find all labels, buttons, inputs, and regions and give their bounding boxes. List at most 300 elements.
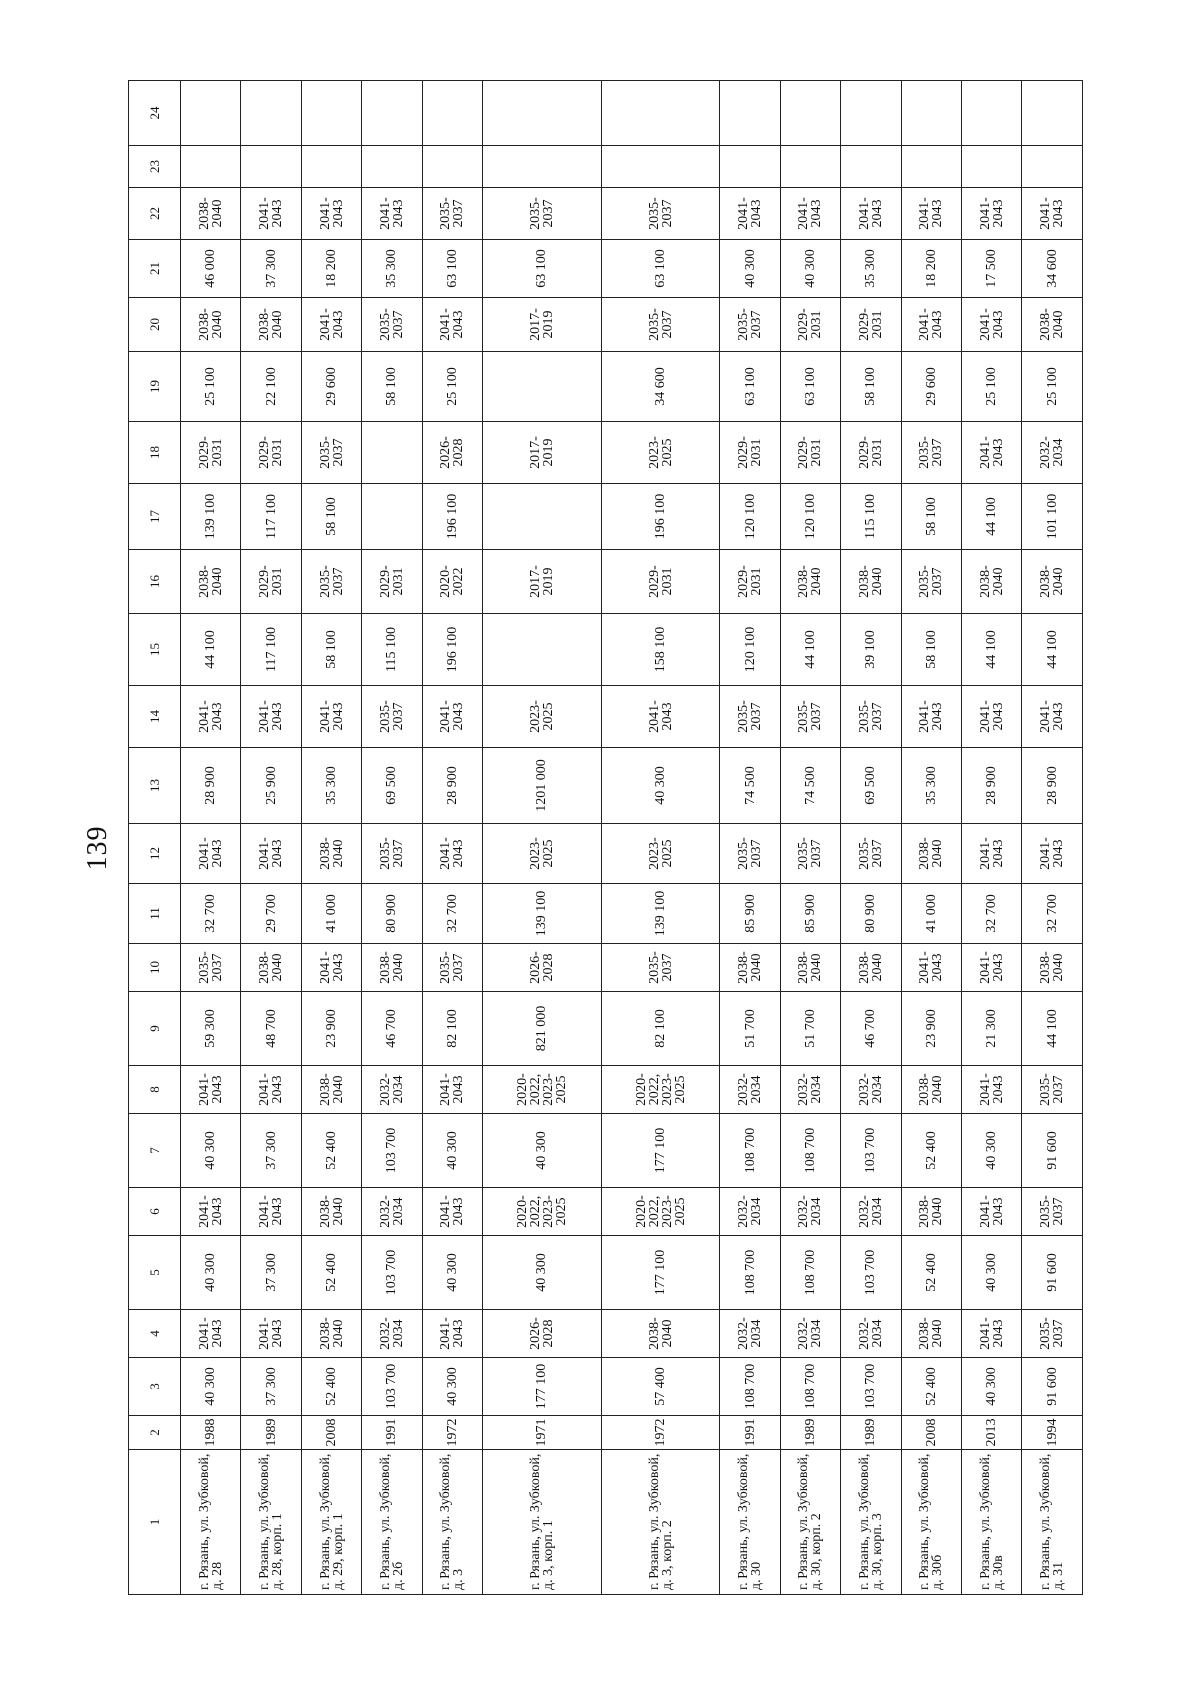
- table-cell: 34 600: [1022, 240, 1083, 298]
- table-cell: 74 500: [720, 748, 780, 824]
- table-cell: 2035- 2037: [901, 550, 961, 614]
- table-cell: 2038- 2040: [1022, 944, 1083, 992]
- table-cell: 2038- 2040: [181, 188, 241, 240]
- table-cell: 2029- 2031: [780, 298, 840, 352]
- table-cell: [301, 146, 361, 188]
- table-cell: 2041- 2043: [241, 1188, 301, 1236]
- table-cell: [422, 146, 482, 188]
- table-cell: 1994: [1022, 1416, 1083, 1450]
- table-cell: 40 300: [780, 240, 840, 298]
- table-cell: 2038- 2040: [780, 944, 840, 992]
- table-row: [841, 81, 901, 1595]
- table-cell: 2026- 2028: [422, 422, 482, 484]
- table-cell: 2041- 2043: [1022, 686, 1083, 748]
- table-cell: 91 600: [1022, 1358, 1083, 1416]
- column-number-cell: 5: [129, 1236, 181, 1310]
- table-cell: 2035- 2037: [601, 188, 720, 240]
- table-cell: 2038- 2040: [301, 824, 361, 884]
- table-cell: 2035- 2037: [601, 298, 720, 352]
- table-cell: 40 300: [422, 1114, 482, 1188]
- table-cell: 2041- 2043: [422, 1066, 482, 1114]
- table-cell: 63 100: [483, 240, 602, 298]
- table-cell: 2041- 2043: [962, 1310, 1022, 1358]
- table-cell: 2041- 2043: [962, 422, 1022, 484]
- table-cell: 25 100: [962, 352, 1022, 422]
- table-cell: 2029- 2031: [720, 550, 780, 614]
- table-cell: 2038- 2040: [301, 1310, 361, 1358]
- table-cell: 2041- 2043: [901, 944, 961, 992]
- table-cell: 51 700: [780, 992, 840, 1066]
- table-cell: 2035- 2037: [841, 824, 901, 884]
- table-cell: 2035- 2037: [362, 686, 422, 748]
- table-cell: 52 400: [901, 1114, 961, 1188]
- table-cell: 58 100: [841, 352, 901, 422]
- table-cell: 2035- 2037: [1022, 1188, 1083, 1236]
- table-cell: 29 600: [901, 352, 961, 422]
- table-cell: 2035- 2037: [301, 422, 361, 484]
- table-cell: 2013: [962, 1416, 1022, 1450]
- table-cell: 2035- 2037: [301, 550, 361, 614]
- table-cell: [422, 81, 482, 146]
- table-row: [362, 81, 422, 1595]
- table-cell: [362, 422, 422, 484]
- table-header-row: [129, 81, 181, 1595]
- table-cell: 103 700: [362, 1358, 422, 1416]
- table-cell: 28 900: [422, 748, 482, 824]
- address-cell: г. Рязань, ул. Зубковой, д. 30: [720, 1450, 780, 1595]
- table-cell: 41 000: [301, 884, 361, 944]
- table-cell: 2017- 2019: [483, 550, 602, 614]
- table-cell: 25 100: [422, 352, 482, 422]
- table-cell: 40 300: [962, 1236, 1022, 1310]
- table-cell: 2032- 2034: [1022, 422, 1083, 484]
- table-cell: 57 400: [601, 1358, 720, 1416]
- table-cell: 2035- 2037: [841, 686, 901, 748]
- table-cell: 58 100: [362, 352, 422, 422]
- table-cell: 2038- 2040: [901, 1310, 961, 1358]
- table-cell: 40 300: [962, 1358, 1022, 1416]
- table-cell: 108 700: [720, 1236, 780, 1310]
- table-cell: 108 700: [720, 1114, 780, 1188]
- table-cell: 28 900: [181, 748, 241, 824]
- table-cell: 2041- 2043: [601, 686, 720, 748]
- table-cell: 2023- 2025: [483, 686, 602, 748]
- column-number-cell: 24: [129, 81, 181, 146]
- table-cell: 25 100: [181, 352, 241, 422]
- table-cell: 2035- 2037: [601, 944, 720, 992]
- table-cell: 2041- 2043: [901, 188, 961, 240]
- table-cell: 2041- 2043: [962, 298, 1022, 352]
- column-number-cell: 22: [129, 188, 181, 240]
- table-cell: 2041- 2043: [241, 1066, 301, 1114]
- table-cell: [962, 81, 1022, 146]
- table-cell: 139 100: [181, 484, 241, 550]
- table-cell: 40 300: [181, 1358, 241, 1416]
- table-cell: 2041- 2043: [901, 298, 961, 352]
- table-cell: 44 100: [1022, 614, 1083, 686]
- table-cell: 74 500: [780, 748, 840, 824]
- address-cell: г. Рязань, ул. Зубковой, д. 3, корп. 1: [483, 1450, 602, 1595]
- table-cell: [301, 81, 361, 146]
- table-cell: 28 900: [962, 748, 1022, 824]
- table-cell: 2023- 2025: [601, 824, 720, 884]
- table-cell: 2032- 2034: [780, 1188, 840, 1236]
- column-number-cell: 12: [129, 824, 181, 884]
- table-cell: [1022, 81, 1083, 146]
- column-number-cell: 20: [129, 298, 181, 352]
- table-cell: 177 100: [483, 1358, 602, 1416]
- table-cell: 1991: [720, 1416, 780, 1450]
- table-row: [483, 81, 602, 1595]
- table-cell: 2038- 2040: [901, 1188, 961, 1236]
- table-cell: 29 600: [301, 352, 361, 422]
- table-cell: 2038- 2040: [841, 550, 901, 614]
- table-cell: 2035- 2037: [720, 298, 780, 352]
- column-number-cell: 10: [129, 944, 181, 992]
- table-cell: 58 100: [901, 614, 961, 686]
- table-cell: 1972: [601, 1416, 720, 1450]
- table-cell: [362, 146, 422, 188]
- table-cell: 2041- 2043: [780, 188, 840, 240]
- table-cell: 35 300: [362, 240, 422, 298]
- address-cell: г. Рязань, ул. Зубковой, д. 30, корп. 2: [780, 1450, 840, 1595]
- table-cell: 2041- 2043: [422, 824, 482, 884]
- table-cell: 51 700: [720, 992, 780, 1066]
- table-cell: 40 300: [601, 748, 720, 824]
- table-cell: 2035- 2037: [422, 944, 482, 992]
- table-cell: 48 700: [241, 992, 301, 1066]
- table-cell: 2032- 2034: [780, 1310, 840, 1358]
- column-number-cell: 14: [129, 686, 181, 748]
- table-cell: 108 700: [780, 1114, 840, 1188]
- table-cell: 58 100: [301, 484, 361, 550]
- table-cell: 2041- 2043: [301, 686, 361, 748]
- table-cell: 2038- 2040: [1022, 298, 1083, 352]
- table-cell: 2041- 2043: [962, 944, 1022, 992]
- table-cell: [181, 146, 241, 188]
- table-cell: 2035- 2037: [362, 824, 422, 884]
- table-cell: 2020- 2022, 2023- 2025: [483, 1188, 602, 1236]
- table-cell: 2020- 2022, 2023- 2025: [483, 1066, 602, 1114]
- table-cell: 40 300: [720, 240, 780, 298]
- table-cell: 2041- 2043: [301, 944, 361, 992]
- table-cell: 2038- 2040: [362, 944, 422, 992]
- table-cell: 1989: [241, 1416, 301, 1450]
- table-cell: 58 100: [901, 484, 961, 550]
- table-cell: 1201 000: [483, 748, 602, 824]
- table-cell: 2026- 2028: [483, 944, 602, 992]
- table-cell: 2041- 2043: [1022, 824, 1083, 884]
- table-cell: 2038- 2040: [301, 1188, 361, 1236]
- page-number: 139: [82, 825, 113, 871]
- table-cell: 40 300: [483, 1236, 602, 1310]
- table-cell: 2029- 2031: [181, 422, 241, 484]
- table-body: [129, 81, 1083, 1595]
- address-cell: г. Рязань, ул. Зубковой, д. 30в: [962, 1450, 1022, 1595]
- table-cell: 2032- 2034: [362, 1188, 422, 1236]
- table-cell: 35 300: [301, 748, 361, 824]
- table-cell: [901, 81, 961, 146]
- address-cell: г. Рязань, ул. Зубковой, д. 30б: [901, 1450, 961, 1595]
- table-cell: 196 100: [422, 614, 482, 686]
- table-cell: 63 100: [720, 352, 780, 422]
- table-cell: 46 700: [841, 992, 901, 1066]
- table-cell: 58 100: [301, 614, 361, 686]
- table-cell: 21 300: [962, 992, 1022, 1066]
- table-cell: 52 400: [901, 1236, 961, 1310]
- table-cell: 1989: [780, 1416, 840, 1450]
- table-cell: 69 500: [362, 748, 422, 824]
- table-cell: 1972: [422, 1416, 482, 1450]
- column-number-cell: 1: [129, 1450, 181, 1595]
- table-cell: 44 100: [1022, 992, 1083, 1066]
- table-cell: 44 100: [962, 614, 1022, 686]
- table-row: [962, 81, 1022, 1595]
- table-cell: 2041- 2043: [241, 824, 301, 884]
- table-cell: 2038- 2040: [601, 1310, 720, 1358]
- table-cell: 1989: [841, 1416, 901, 1450]
- table-cell: 2026- 2028: [483, 1310, 602, 1358]
- table-cell: 2035- 2037: [1022, 1310, 1083, 1358]
- table-cell: 40 300: [422, 1358, 482, 1416]
- table-cell: 2032- 2034: [841, 1188, 901, 1236]
- address-cell: г. Рязань, ул. Зубковой, д. 30, корп. 3: [841, 1450, 901, 1595]
- table-cell: 2035- 2037: [901, 422, 961, 484]
- table-cell: 177 100: [601, 1114, 720, 1188]
- table-cell: 115 100: [362, 614, 422, 686]
- table-cell: 2041- 2043: [962, 686, 1022, 748]
- table-cell: 2038- 2040: [181, 298, 241, 352]
- table-cell: 2041- 2043: [422, 686, 482, 748]
- table-cell: 2035- 2037: [483, 188, 602, 240]
- table-row: [1022, 81, 1083, 1595]
- table-cell: 2041- 2043: [301, 188, 361, 240]
- table-cell: 139 100: [483, 884, 602, 944]
- table-cell: 2041- 2043: [962, 1188, 1022, 1236]
- table-cell: [780, 146, 840, 188]
- table-cell: 2032- 2034: [720, 1066, 780, 1114]
- table-cell: 63 100: [601, 240, 720, 298]
- table-cell: [601, 146, 720, 188]
- table-cell: 115 100: [841, 484, 901, 550]
- table-cell: 69 500: [841, 748, 901, 824]
- table-cell: 108 700: [780, 1236, 840, 1310]
- table-cell: 2041- 2043: [181, 824, 241, 884]
- table-cell: 2041- 2043: [962, 188, 1022, 240]
- table-cell: 2041- 2043: [241, 1310, 301, 1358]
- table-cell: 2023- 2025: [483, 824, 602, 884]
- table-cell: 2035- 2037: [720, 686, 780, 748]
- table-cell: 32 700: [1022, 884, 1083, 944]
- table-cell: 32 700: [962, 884, 1022, 944]
- address-cell: г. Рязань, ул. Зубковой, д. 29, корп. 1: [301, 1450, 361, 1595]
- table-cell: 2041- 2043: [422, 298, 482, 352]
- table-cell: 37 300: [241, 1358, 301, 1416]
- table-cell: 2017- 2019: [483, 298, 602, 352]
- table-cell: 28 900: [1022, 748, 1083, 824]
- table-cell: 40 300: [962, 1114, 1022, 1188]
- table-cell: 29 700: [241, 884, 301, 944]
- table-cell: 2029- 2031: [241, 422, 301, 484]
- table-cell: 158 100: [601, 614, 720, 686]
- table-cell: 2032- 2034: [841, 1310, 901, 1358]
- table-cell: 46 700: [362, 992, 422, 1066]
- table-cell: 91 600: [1022, 1114, 1083, 1188]
- column-number-cell: 17: [129, 484, 181, 550]
- table-cell: 103 700: [362, 1236, 422, 1310]
- table-cell: 40 300: [181, 1114, 241, 1188]
- table-cell: 2029- 2031: [841, 298, 901, 352]
- table-cell: [241, 146, 301, 188]
- table-cell: 2041- 2043: [241, 188, 301, 240]
- table-cell: 2029- 2031: [362, 550, 422, 614]
- table-cell: 2038- 2040: [780, 550, 840, 614]
- table-cell: 177 100: [601, 1236, 720, 1310]
- table-cell: [483, 614, 602, 686]
- table-cell: 82 100: [422, 992, 482, 1066]
- table-row: [422, 81, 482, 1595]
- table-cell: 23 900: [901, 992, 961, 1066]
- table-cell: 2038- 2040: [241, 944, 301, 992]
- table-cell: 2020- 2022, 2023- 2025: [601, 1066, 720, 1114]
- column-number-cell: 11: [129, 884, 181, 944]
- table-row: [181, 81, 241, 1595]
- table-cell: 22 100: [241, 352, 301, 422]
- table-cell: 1991: [362, 1416, 422, 1450]
- table-cell: 52 400: [301, 1358, 361, 1416]
- address-cell: г. Рязань, ул. Зубковой, д. 28, корп. 1: [241, 1450, 301, 1595]
- table-cell: 1971: [483, 1416, 602, 1450]
- table-cell: 25 100: [1022, 352, 1083, 422]
- table-cell: 821 000: [483, 992, 602, 1066]
- table-cell: [362, 81, 422, 146]
- table-cell: 91 600: [1022, 1236, 1083, 1310]
- table-cell: [181, 81, 241, 146]
- table-cell: [720, 146, 780, 188]
- table-cell: 2008: [301, 1416, 361, 1450]
- table-cell: 2038- 2040: [241, 298, 301, 352]
- table-row: [601, 81, 720, 1595]
- table-cell: 2041- 2043: [901, 686, 961, 748]
- table-cell: 17 500: [962, 240, 1022, 298]
- address-cell: г. Рязань, ул. Зубковой, д. 28: [181, 1450, 241, 1595]
- address-cell: г. Рязань, ул. Зубковой, д. 2б: [362, 1450, 422, 1595]
- table-cell: 2041- 2043: [181, 686, 241, 748]
- table-cell: 117 100: [241, 484, 301, 550]
- table-cell: 25 900: [241, 748, 301, 824]
- table-cell: 101 100: [1022, 484, 1083, 550]
- table-cell: 2041- 2043: [1022, 188, 1083, 240]
- column-number-cell: 18: [129, 422, 181, 484]
- table-cell: 2038- 2040: [720, 944, 780, 992]
- table-cell: 18 200: [301, 240, 361, 298]
- repair-schedule-table: [128, 80, 1083, 1595]
- table-cell: 37 300: [241, 1114, 301, 1188]
- address-cell: г. Рязань, ул. Зубковой, д. 3, корп. 2: [601, 1450, 720, 1595]
- table-cell: 2035- 2037: [720, 824, 780, 884]
- table-cell: 1988: [181, 1416, 241, 1450]
- table-cell: 2032- 2034: [780, 1066, 840, 1114]
- table-cell: 32 700: [181, 884, 241, 944]
- table-cell: 37 300: [241, 1236, 301, 1310]
- table-cell: 139 100: [601, 884, 720, 944]
- column-number-cell: 13: [129, 748, 181, 824]
- table-cell: 2035- 2037: [362, 298, 422, 352]
- table-cell: [362, 484, 422, 550]
- table-cell: 2041- 2043: [181, 1310, 241, 1358]
- column-number-cell: 4: [129, 1310, 181, 1358]
- table-cell: 2041- 2043: [181, 1188, 241, 1236]
- table-cell: [720, 81, 780, 146]
- table-cell: [483, 146, 602, 188]
- table-cell: 2041- 2043: [720, 188, 780, 240]
- table-cell: 40 300: [422, 1236, 482, 1310]
- table-cell: [901, 146, 961, 188]
- table-cell: 196 100: [422, 484, 482, 550]
- table-cell: 85 900: [720, 884, 780, 944]
- table-cell: 2038- 2040: [962, 550, 1022, 614]
- table-cell: 2032- 2034: [720, 1188, 780, 1236]
- table-cell: 82 100: [601, 992, 720, 1066]
- table-cell: 2038- 2040: [301, 1066, 361, 1114]
- table-cell: 2035- 2037: [780, 686, 840, 748]
- table-cell: 2029- 2031: [601, 550, 720, 614]
- table-cell: 41 000: [901, 884, 961, 944]
- table-cell: 35 300: [901, 748, 961, 824]
- table-cell: 40 300: [483, 1114, 602, 1188]
- table-cell: 63 100: [422, 240, 482, 298]
- table-cell: 44 100: [181, 614, 241, 686]
- table-row: [720, 81, 780, 1595]
- table-row: [241, 81, 301, 1595]
- table-cell: 103 700: [841, 1236, 901, 1310]
- table-cell: [780, 81, 840, 146]
- table-cell: 2041- 2043: [241, 686, 301, 748]
- table-cell: 80 900: [841, 884, 901, 944]
- table-cell: 2041- 2043: [181, 1066, 241, 1114]
- table-row: [901, 81, 961, 1595]
- table-cell: 2038- 2040: [901, 824, 961, 884]
- table-cell: 2041- 2043: [962, 1066, 1022, 1114]
- table-cell: 2029- 2031: [720, 422, 780, 484]
- table-cell: 108 700: [780, 1358, 840, 1416]
- table-cell: 117 100: [241, 614, 301, 686]
- table-cell: 2035- 2037: [181, 944, 241, 992]
- table-cell: 35 300: [841, 240, 901, 298]
- table-cell: [483, 484, 602, 550]
- table-cell: 120 100: [720, 614, 780, 686]
- table-cell: 63 100: [780, 352, 840, 422]
- table-cell: 2032- 2034: [841, 1066, 901, 1114]
- table-cell: 52 400: [301, 1236, 361, 1310]
- table-cell: 52 400: [901, 1358, 961, 1416]
- column-number-cell: 7: [129, 1114, 181, 1188]
- table-cell: 52 400: [301, 1114, 361, 1188]
- column-number-cell: 8: [129, 1066, 181, 1114]
- table-cell: [1022, 146, 1083, 188]
- table-cell: 2041- 2043: [422, 1188, 482, 1236]
- table-cell: 2032- 2034: [362, 1066, 422, 1114]
- table-cell: 103 700: [841, 1358, 901, 1416]
- column-number-cell: 16: [129, 550, 181, 614]
- table-row: [301, 81, 361, 1595]
- column-number-cell: 6: [129, 1188, 181, 1236]
- table-cell: 120 100: [780, 484, 840, 550]
- table-cell: 120 100: [720, 484, 780, 550]
- address-cell: г. Рязань, ул. Зубковой, д. 3: [422, 1450, 482, 1595]
- table-cell: [601, 81, 720, 146]
- table-cell: 39 100: [841, 614, 901, 686]
